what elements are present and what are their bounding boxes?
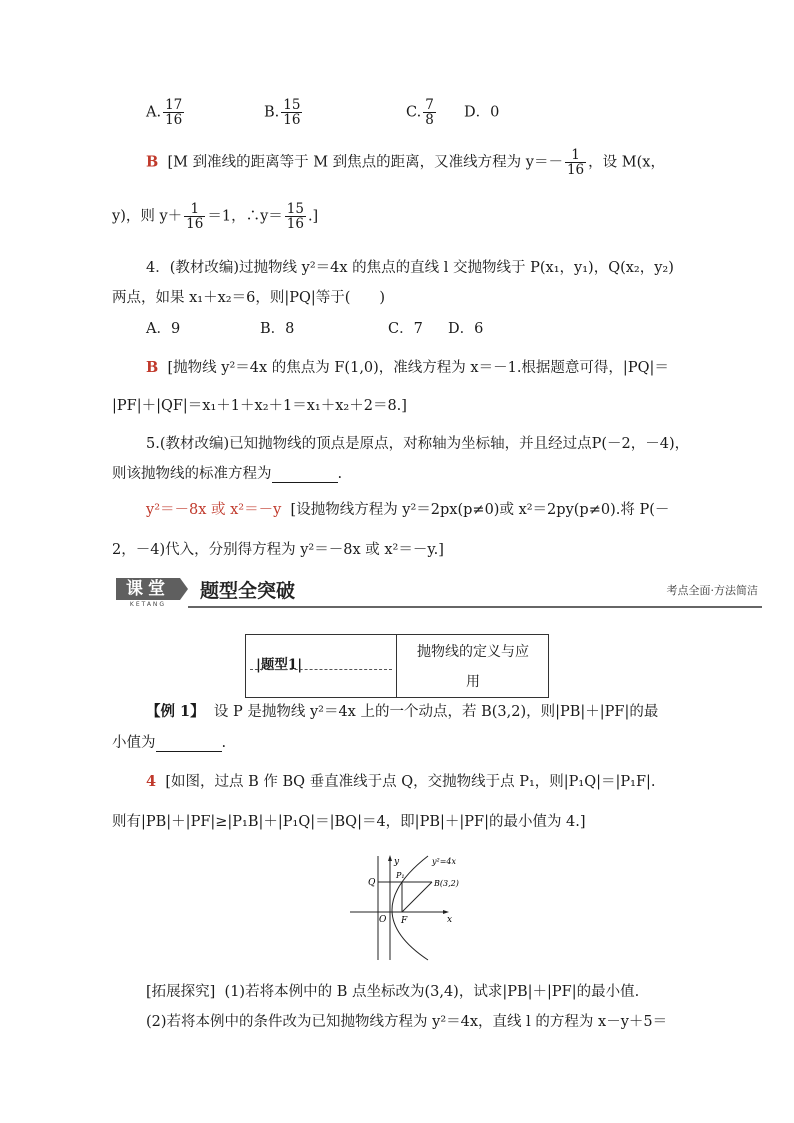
answer-value: 4 (146, 773, 157, 790)
label-x: x (447, 915, 453, 925)
q4-answer-line1: B [抛物线 y²＝4x 的焦点为 F(1,0)，准线方程为 x＝－1.根据题意可得，|PQ|＝ (146, 359, 669, 376)
segment-BF (402, 882, 432, 912)
answer-blank (272, 468, 338, 483)
box-divider (396, 635, 397, 697)
q4-option-c: C．7 (388, 321, 423, 337)
fraction: $\frac{7}{8}$ (425, 97, 434, 129)
label-y: y (394, 857, 400, 867)
answer-letter: B (146, 359, 159, 376)
extension-label: [拓展探究] (146, 984, 216, 1000)
q5-answer-line1: y²＝－8x 或 x²＝－y [设抛物线方程为 y²＝2px(p≠0)或 x²＝2py(p≠0).将 P(－ (146, 502, 670, 518)
y-axis-arrow-icon (388, 855, 392, 861)
fraction: $\frac{15}{16}$ (283, 97, 301, 129)
q5-stem-line1: 5.(教材改编)已知抛物线的顶点是原点，对称轴为坐标轴，并且经过点P(－2，－4)， (146, 436, 690, 452)
label-curve: y²=4x (432, 857, 457, 866)
q4-stem-line1: 4．(教材改编)过抛物线 y²＝4x 的焦点的直线 l 交抛物线于 P(x₁，y₁)，Q(x₂，y₂) (146, 260, 674, 276)
extension-line2: (2)若将本例中的条件改为已知抛物线方程为 y²＝4x，直线 l 的方程为 x－y＋5＝ (146, 1014, 668, 1030)
example1-answer-line1: 4 [如图，过点 B 作 BQ 垂直准线于点 Q，交抛物线于点 P₁，则|P₁Q|＝|P₁F|. (146, 773, 656, 790)
answer-value: y²＝－8x 或 x²＝－y (146, 502, 282, 518)
fraction: $\frac{15}{16}$ (286, 201, 304, 233)
example1-stem-line2: 小值为 . (112, 735, 227, 751)
q5-stem-line2: 则该抛物线的标准方程为 . (112, 466, 343, 482)
fraction: $\frac{17}{16}$ (165, 97, 183, 129)
x-axis-arrow-icon (443, 910, 449, 914)
example1-stem-line1: 【例 1】 设 P 是抛物线 y²＝4x 上的一个动点，若 B(3,2)，则|PB|＋|PF|的最 (146, 703, 659, 720)
q3-option-b: B. $\frac{15}{16}$ (264, 97, 301, 129)
q4-options (146, 317, 483, 338)
type-name: 抛物线的定义与应 用 (417, 644, 529, 690)
q4-option-d: D．6 (448, 321, 484, 337)
answer-blank (156, 737, 222, 752)
section-underline (188, 606, 762, 608)
q5-answer-line2: 2，－4)代入，分别得方程为 y²＝－8x 或 x²＝－y.] (112, 542, 444, 558)
fraction: $\frac{1}{16}$ (186, 201, 204, 233)
example-label: 【例 1】 (146, 703, 205, 720)
q3-option-a: A. $\frac{17}{16}$ (146, 97, 183, 129)
label-P1: P₁ (396, 871, 405, 880)
tag-arrow-icon (180, 578, 188, 600)
section-title: 题型全突破 (200, 580, 296, 602)
q3-answer-line1: B [M 到准线的距离等于 M 到焦点的距离，又准线方程为 y＝－ $\frac{1}{16}$ ，设 M(x， (146, 147, 665, 179)
label-B: B(3,2) (434, 879, 459, 888)
label-O: O (379, 915, 387, 925)
q4-stem-line2: 两点，如果 x₁＋x₂＝6，则|PQ|等于( ) (112, 290, 386, 306)
section-subtitle: 考点全面·方法简洁 (666, 584, 758, 597)
label-Q: Q (368, 878, 376, 888)
q4-option-b: B．8 (260, 321, 295, 337)
q3-answer-line2: y)，则 y＋ $\frac{1}{16}$ ＝1，∴y＝ $\frac{15}{16}$ .] (112, 201, 319, 233)
q3-options (146, 98, 499, 127)
parabola-figure (346, 852, 466, 962)
fraction: $\frac{1}{16}$ (566, 147, 585, 179)
label-F: F (401, 916, 408, 926)
section-tag: 课堂 (116, 578, 180, 600)
q4-option-a: A．9 (146, 321, 181, 337)
example1-answer-line2: 则有|PB|＋|PF|≥|P₁B|＋|P₁Q|＝|BQ|＝4，即|PB|＋|PF|的最小值为 4.] (112, 814, 586, 830)
dashed-line (250, 669, 392, 670)
section-tag-pinyin: KETANG (129, 601, 167, 608)
type-label: |题型1| (256, 657, 303, 673)
question-type-box (245, 634, 549, 698)
q3-option-c: C. $\frac{7}{8}$ (406, 97, 434, 129)
q3-option-d: D．0 (464, 104, 500, 121)
section-banner (116, 576, 762, 608)
q4-answer-line2: |PF|＋|QF|＝x₁＋1＋x₂＋1＝x₁＋x₂＋2＝8.] (112, 398, 407, 414)
answer-letter: B (146, 153, 159, 171)
extension-line1: [拓展探究] (1)若将本例中的 B 点坐标改为(3,4)，试求|PB|＋|PF|的最小值. (146, 984, 640, 1000)
